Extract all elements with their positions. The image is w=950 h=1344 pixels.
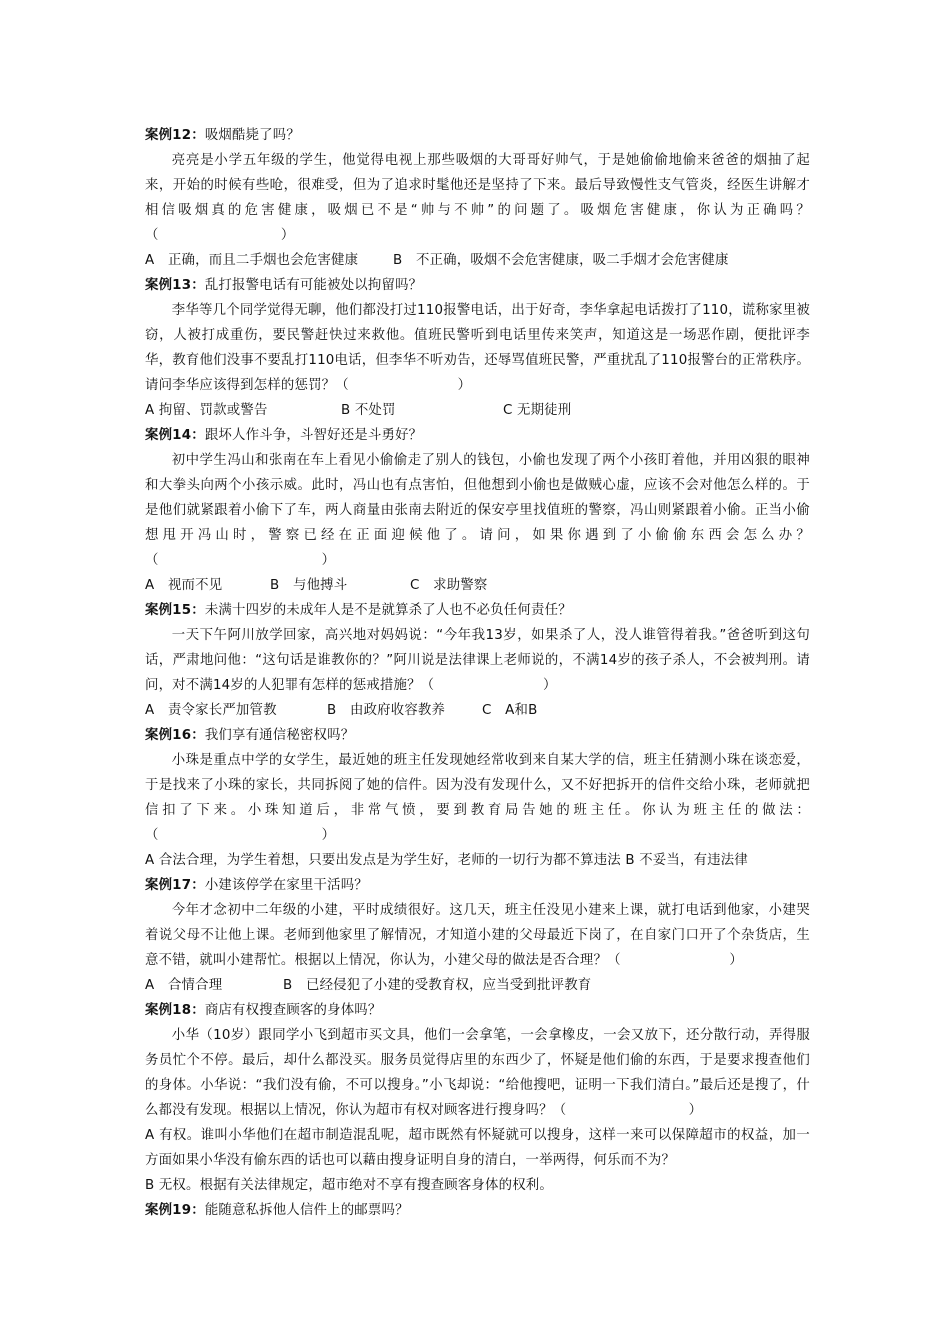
options-row [145, 248, 810, 273]
option-b: B 不妥当，有违法律 [625, 853, 748, 868]
case-label: 案例16： [145, 728, 205, 743]
case-paragraph: 亮亮是小学五年级的学生，他觉得电视上那些吸烟的大哥哥好帅气，于是她偷偷地偷来爸爸的烟抽了起来，开始的时候有些呛，很难受，但为了追求时髦他还是坚持了下来。最后导致慢性支气管炎，经医生讲解才相信吸烟真的危害健康，吸烟已不是“帅与不帅”的问题了。吸烟危害健康，你认为正确吗？（ ） [145, 153, 810, 243]
case-13 [145, 273, 810, 423]
case-paragraph: 李华等几个同学觉得无聊，他们都没打过110报警电话，出于好奇，李华拿起电话拨打了110，谎称家里被窃，人被打成重伤，要民警赶快过来救他。值班民警听到电话里传来笑声，知道这是一场恶作剧，便批评李华，教育他们没事不要乱打110电话，但李华不听劝告，还辱骂值班民警，严重扰乱了110报警台的正常秩序。请问李华应该得到怎样的惩罚？（ ） [145, 303, 810, 393]
case-title [145, 723, 810, 748]
case-19 [145, 1198, 810, 1223]
case-title [145, 273, 810, 298]
case-18 [145, 998, 810, 1198]
case-15 [145, 598, 810, 723]
options-row [145, 973, 810, 998]
case-title [145, 598, 810, 623]
case-label: 案例12： [145, 128, 205, 143]
case-label: 案例14： [145, 428, 205, 443]
option-b: B 与他搏斗 [270, 578, 348, 593]
options-row [145, 848, 810, 873]
case-label: 案例13： [145, 278, 205, 293]
option-b: B 已经侵犯了小建的受教育权，应当受到批评教育 [283, 978, 592, 993]
document-page [145, 123, 810, 1223]
case-question: 我们享有通信秘密权吗？ [204, 728, 355, 743]
option-c: C 求助警察 [410, 578, 488, 593]
case-question: 吸烟酷毙了吗？ [204, 128, 300, 143]
case-label: 案例19： [145, 1203, 205, 1218]
options-row [145, 398, 810, 423]
case-question: 乱打报警电话有可能被处以拘留吗？ [204, 278, 423, 293]
case-paragraph: 一天下午阿川放学回家，高兴地对妈妈说：“今年我13岁，如果杀了人，没人谁管得着我。”爸爸听到这句话，严肃地问他：“这句话是谁教你的？”阿川说是法律课上老师说的，不满14岁的孩子杀人，不会被判刑。请问，对不满14岁的人犯罪有怎样的惩戒措施？（ ） [145, 628, 810, 693]
case-title [145, 998, 810, 1023]
case-question: 小建该停学在家里干活吗？ [204, 878, 368, 893]
option-b: B 不处罚 [341, 403, 396, 418]
case-title [145, 873, 810, 898]
case-question: 商店有权搜查顾客的身体吗？ [204, 1003, 382, 1018]
option-a: A 合法合理，为学生着想，只要出发点是为学生好，老师的一切行为都不算违法 [145, 853, 621, 868]
case-question: 未满十四岁的未成年人是不是就算杀了人也不必负任何责任？ [204, 603, 572, 618]
case-16 [145, 723, 810, 873]
case-question: 能随意私拆他人信件上的邮票吗？ [204, 1203, 409, 1218]
case-14 [145, 423, 810, 598]
option-a: A 合情合理 [145, 978, 223, 993]
option-a: A 有权。谁叫小华他们在超市制造混乱呢，超市既然有怀疑就可以搜身，这样一来可以保障超市的权益，加一方面如果小华没有偷东西的话也可以藉由搜身证明自身的清白，一举两得，何乐而不为？ [145, 1128, 810, 1168]
case-paragraph: 初中学生冯山和张南在车上看见小偷偷走了别人的钱包，小偷也发现了两个小孩盯着他，并用凶狠的眼神和大拳头向两个小孩示威。此时，冯山也有点害怕，但他想到小偷也是做贼心虚，应该不会对他怎么样的。于是他们就紧跟着小偷下了车，两人商量由张南去附近的保安亭里找值班的警察，冯山则紧跟着小偷。正当小偷想甩开冯山时，警察已经在正面迎候他了。请问，如果你遇到了小偷偷东西会怎么办？（ ） [145, 453, 810, 568]
case-label: 案例18： [145, 1003, 205, 1018]
option-b: B 由政府收容教养 [327, 703, 446, 718]
option-a: A 正确，而且二手烟也会危害健康 [145, 253, 359, 268]
option-a: A 视而不见 [145, 578, 223, 593]
option-a: A 拘留、罚款或警告 [145, 403, 268, 418]
case-label: 案例15： [145, 603, 205, 618]
options-row [145, 573, 810, 598]
option-a: A 责令家长严加管教 [145, 703, 277, 718]
case-paragraph: 今年才念初中二年级的小建，平时成绩很好。这几天，班主任没见小建来上课，就打电话到他家，小建哭着说父母不让他上课。老师到他家里了解情况，才知道小建的父母最近下岗了，在自家门口开了个杂货店，生意不错，就叫小建帮忙。根据以上情况，你认为，小建父母的做法是否合理？（ ） [145, 903, 810, 968]
option-c: C 无期徒刑 [503, 403, 572, 418]
option-b: B 无权。根据有关法律规定，超市绝对不享有搜查顾客身体的权利。 [145, 1178, 553, 1193]
case-question: 跟坏人作斗争，斗智好还是斗勇好？ [204, 428, 423, 443]
option-c: C A和B [482, 703, 538, 718]
case-title [145, 1198, 810, 1223]
case-paragraph: 小珠是重点中学的女学生，最近她的班主任发现她经常收到来自某大学的信，班主任猜测小珠在谈恋爱，于是找来了小珠的家长，共同拆阅了她的信件。因为没有发现什么，又不好把拆开的信件交给小珠，老师就把信扣了下来。小珠知道后，非常气愤，要到教育局告她的班主任。你认为班主任的做法：（ ） [145, 753, 810, 843]
case-paragraph: 小华（10岁）跟同学小飞到超市买文具，他们一会拿笔，一会拿橡皮，一会又放下，还分散行动，弄得服务员忙个不停。最后，却什么都没买。服务员觉得店里的东西少了，怀疑是他们偷的东西，于是要求搜查他们的身体。小华说：“我们没有偷，不可以搜身。”小飞却说：“给他搜吧，证明一下我们清白。”最后还是搜了，什么都没有发现。根据以上情况，你认为超市有权对顾客进行搜身吗？（ ） [145, 1028, 810, 1118]
option-b: B 不正确，吸烟不会危害健康，吸二手烟才会危害健康 [393, 253, 729, 268]
options-row [145, 698, 810, 723]
case-17 [145, 873, 810, 998]
case-12 [145, 123, 810, 273]
case-title [145, 423, 810, 448]
case-title [145, 123, 810, 148]
case-label: 案例17： [145, 878, 205, 893]
